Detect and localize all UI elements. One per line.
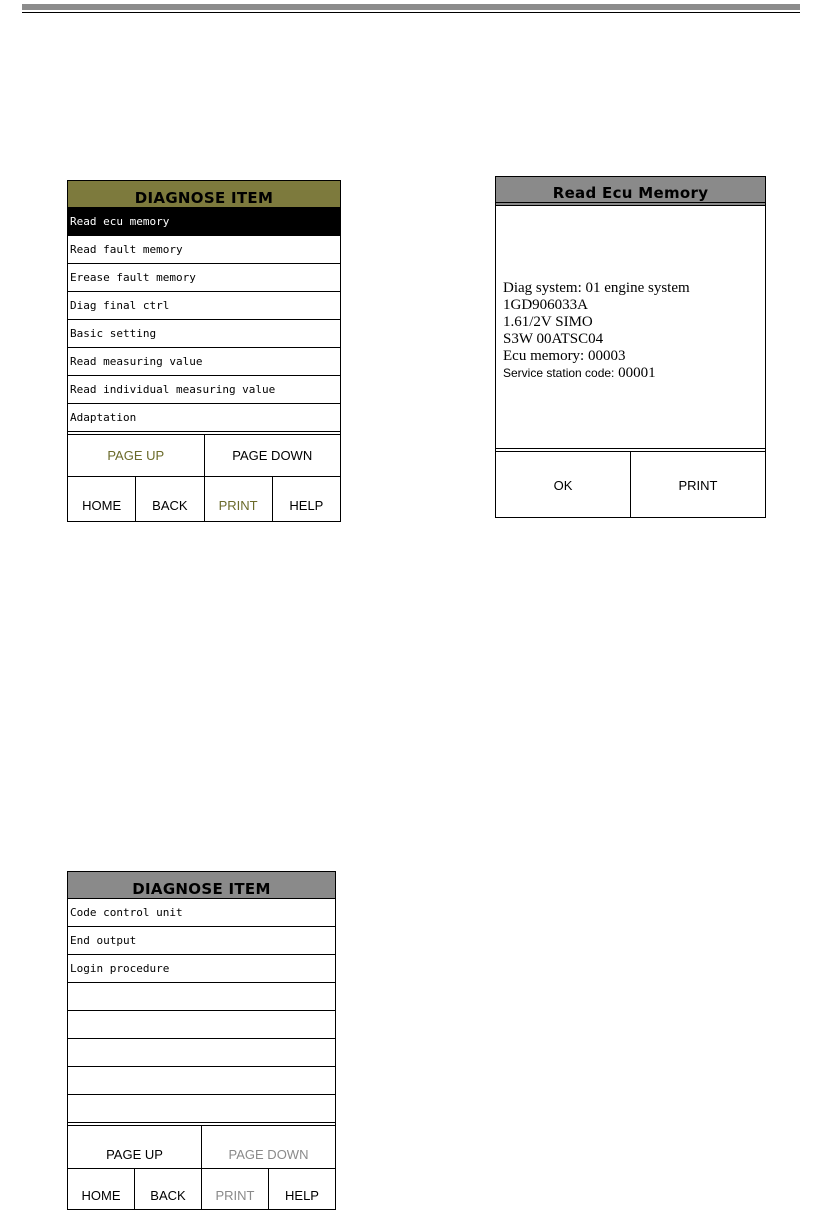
software-text: S3W 00ATSC04 <box>503 331 604 347</box>
print-button[interactable]: PRINT <box>205 477 273 521</box>
home-button[interactable]: HOME <box>68 1169 135 1209</box>
version-text: 1.61/2V SIMO <box>503 314 593 330</box>
page-nav-row <box>68 1126 335 1169</box>
diag-system-line <box>503 280 765 297</box>
page-down-button[interactable]: PAGE DOWN <box>228 1146 309 1162</box>
screen-title: Read Ecu Memory <box>496 177 765 206</box>
screen-title: DIAGNOSE ITEM <box>68 872 335 899</box>
menu-item-read-fault-memory[interactable]: Read fault memory <box>68 236 340 264</box>
back-button[interactable]: BACK <box>135 1169 202 1209</box>
diag-system-value: 01 engine system <box>585 280 690 296</box>
page-down-button[interactable]: PAGE DOWN <box>232 448 313 463</box>
diag-system-label: Diag system: <box>503 280 582 296</box>
menu-item-read-measuring-value[interactable]: Read measuring value <box>68 348 340 376</box>
menu-item-code-control-unit[interactable]: Code control unit <box>68 899 335 927</box>
service-code-value: 00001 <box>618 365 656 381</box>
ecu-memory-value: 00003 <box>587 348 626 364</box>
home-button[interactable]: HOME <box>68 477 136 521</box>
diagnose-item-screen-1 <box>67 180 341 522</box>
menu-item-empty <box>68 1067 335 1095</box>
ecu-memory-line <box>503 348 765 365</box>
action-row <box>68 1169 335 1209</box>
menu-item-login-procedure[interactable]: Login procedure <box>68 955 335 983</box>
menu-item-empty <box>68 983 335 1011</box>
page-up-button[interactable]: PAGE UP <box>68 435 205 476</box>
page-up-button[interactable]: PAGE UP <box>68 1126 202 1168</box>
menu-item-empty <box>68 1011 335 1039</box>
page-nav-row <box>68 435 340 477</box>
menu-item-erase-fault-memory[interactable]: Erease fault memory <box>68 264 340 292</box>
service-code-line <box>503 365 765 382</box>
page-header-rule <box>22 12 800 13</box>
help-button[interactable]: HELP <box>285 1187 319 1203</box>
ecu-memory-label: Ecu memory: <box>503 348 585 364</box>
ecu-info-panel <box>496 206 765 452</box>
read-ecu-memory-screen <box>495 176 766 518</box>
print-button[interactable]: PRINT <box>202 1169 269 1209</box>
menu-item-end-output[interactable]: End output <box>68 927 335 955</box>
help-button[interactable]: HELP <box>289 497 324 513</box>
screen-title: DIAGNOSE ITEM <box>68 181 340 208</box>
menu-item-diag-final-ctrl[interactable]: Diag final ctrl <box>68 292 340 320</box>
menu-item-read-ecu-memory[interactable]: Read ecu memory <box>68 208 340 236</box>
menu-item-basic-setting[interactable]: Basic setting <box>68 320 340 348</box>
action-row <box>496 452 765 518</box>
diagnose-item-screen-2 <box>67 871 336 1210</box>
ok-button[interactable]: OK <box>496 452 631 518</box>
part-number: 1GD906033A <box>503 297 588 313</box>
menu-item-read-individual-measuring-value[interactable]: Read individual measuring value <box>68 376 340 404</box>
menu-item-adaptation[interactable]: Adaptation <box>68 404 340 435</box>
page-header-bar <box>22 4 800 10</box>
action-row <box>68 477 340 521</box>
print-button[interactable]: PRINT <box>678 477 718 493</box>
service-code-label: Service station code: <box>503 366 615 380</box>
menu-item-empty <box>68 1039 335 1067</box>
back-button[interactable]: BACK <box>136 477 204 521</box>
menu-item-empty <box>68 1095 335 1126</box>
